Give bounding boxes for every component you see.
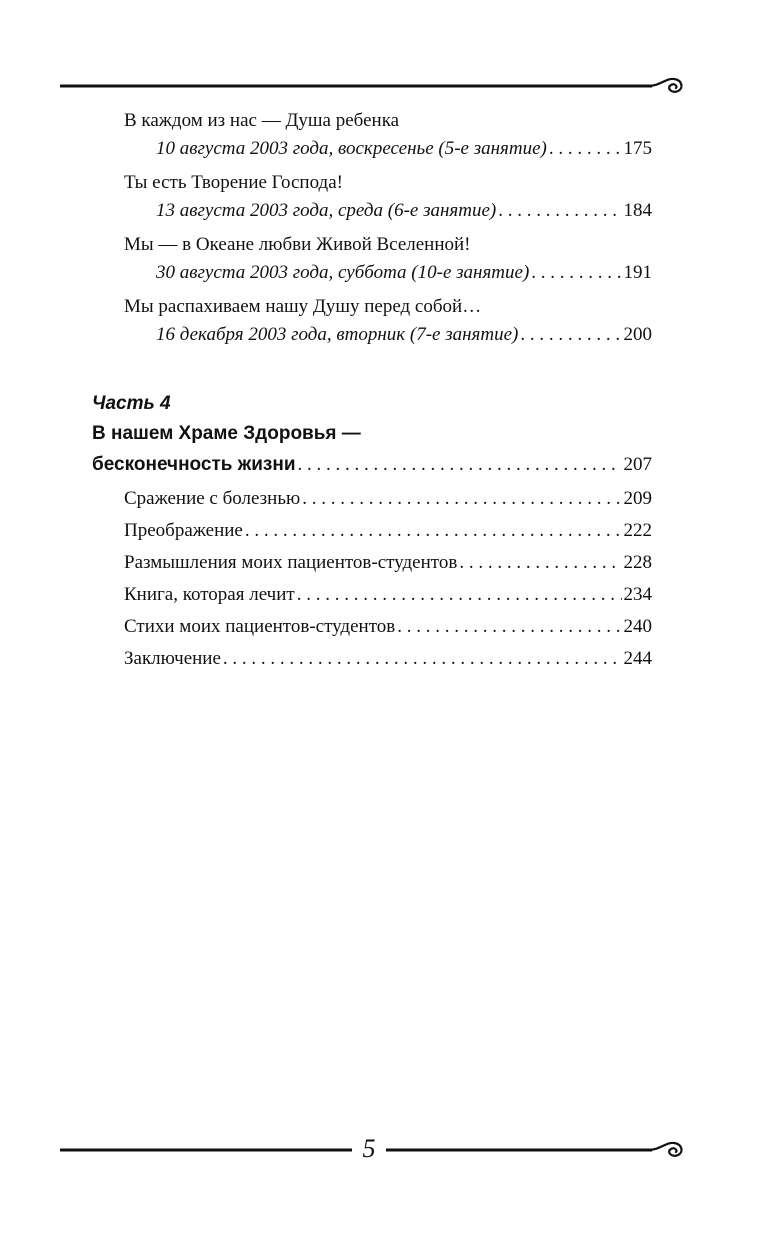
toc-chapter-title: Размышления моих пациентов-студентов	[124, 552, 458, 573]
part-label: Часть 4	[92, 393, 171, 414]
toc-page-number: 234	[623, 584, 652, 605]
swirl-ornament-icon	[60, 74, 690, 98]
toc-page-number: 209	[623, 488, 652, 509]
toc-page-number: 222	[623, 520, 652, 541]
dot-leader	[397, 611, 621, 643]
page-number: 5	[352, 1134, 386, 1164]
toc-page-number: 207	[623, 454, 652, 475]
toc-chapter-title: Заключение	[124, 648, 221, 669]
table-of-contents	[92, 106, 652, 675]
toc-entry-date-line	[92, 197, 652, 224]
toc-chapter-title: Стихи моих пациентов-студентов	[124, 616, 396, 637]
toc-page-number: 240	[623, 616, 652, 637]
dot-leader	[459, 547, 621, 579]
dot-leader	[297, 579, 622, 611]
toc-entry	[92, 168, 652, 224]
toc-page-number: 184	[623, 200, 652, 221]
part-title-line-1: В нашем Храме Здоровья —	[92, 423, 361, 444]
dot-leader	[298, 449, 622, 480]
toc-chapter	[92, 611, 652, 643]
toc-chapter	[92, 547, 652, 579]
toc-chapter-title: Книга, которая лечит	[124, 584, 295, 605]
part-title-line-2	[92, 449, 652, 480]
toc-entry	[92, 106, 652, 162]
toc-entry-date: 13 августа 2003 года, среда (6-е занятие)	[156, 200, 497, 221]
toc-entry-date-line	[92, 135, 652, 162]
toc-chapter	[92, 579, 652, 611]
toc-entry-title: Мы распахиваем нашу Душу перед собой…	[124, 296, 482, 317]
dot-leader	[531, 259, 621, 286]
toc-page-number: 200	[623, 324, 652, 345]
toc-chapter	[92, 483, 652, 515]
toc-page-number: 244	[623, 648, 652, 669]
toc-entry-title: В каждом из нас — Душа ребенка	[124, 110, 400, 131]
dot-leader	[302, 483, 621, 515]
toc-entry-title: Мы — в Океане любви Живой Вселенной!	[124, 234, 471, 255]
toc-chapter	[92, 643, 652, 675]
dot-leader	[498, 197, 621, 224]
toc-entry-date-line	[92, 321, 652, 348]
toc-page-number: 228	[623, 552, 652, 573]
toc-entry	[92, 230, 652, 286]
toc-entry-date-line	[92, 259, 652, 286]
dot-leader	[223, 643, 622, 675]
toc-chapter	[92, 515, 652, 547]
toc-entry-date: 10 августа 2003 года, воскресенье (5-е занятие)	[156, 138, 547, 159]
dot-leader	[245, 515, 622, 547]
top-decorative-rule	[60, 74, 690, 98]
toc-page-number: 191	[623, 262, 652, 283]
toc-chapter-title: Преображение	[124, 520, 243, 541]
toc-entry-title: Ты есть Творение Господа!	[124, 172, 343, 193]
toc-page-number: 175	[623, 138, 652, 159]
toc-entry-date: 16 декабря 2003 года, вторник (7-е занятие)	[156, 324, 519, 345]
toc-entry	[92, 292, 652, 348]
part-title-text: бесконечность жизни	[92, 454, 296, 475]
dot-leader	[520, 321, 621, 348]
toc-entry-date: 30 августа 2003 года, суббота (10-е занятие)	[156, 262, 530, 283]
dot-leader	[549, 135, 622, 162]
toc-chapter-title: Сражение с болезнью	[124, 488, 301, 509]
